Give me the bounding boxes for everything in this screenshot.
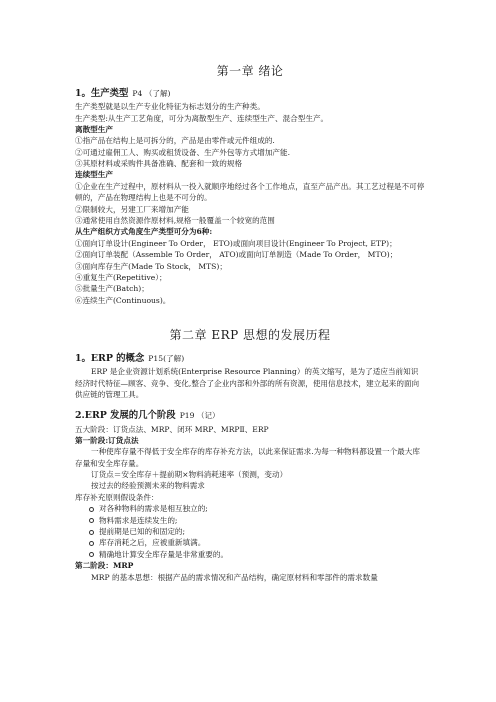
list-item: 库存消耗之后，应被重新填满。 bbox=[89, 537, 425, 548]
section-note: P15(了解) bbox=[148, 354, 185, 364]
section-title: ERP 发展的几个阶段 bbox=[84, 410, 176, 422]
paragraph: 一种使库存量不得低于安全库存的库存补充方法，以此来保证需求.为每一种物料都设置一个最大库存量和安全库存量。 bbox=[75, 447, 420, 468]
assumption-list bbox=[75, 503, 425, 560]
list-item: ②限制较大，另建工厂来增加产能 bbox=[75, 204, 189, 214]
list-item: ⑥连续生产(Continuous)。 bbox=[75, 295, 171, 305]
subheading-organization: 从生产组织方式角度生产类型可分为6种: bbox=[75, 227, 213, 237]
list-item: ①企业在生产过程中，原材料从一投入就顺序地经过各个工作地点，直至产品产出。其工艺过程是不可停顿的，产品在物理结构上也是不可分的。 bbox=[75, 181, 425, 203]
paragraph: 按过去的经验预测未来的物料需求 bbox=[91, 481, 205, 491]
list-item: 对各种物料的需求是相互独立的; bbox=[89, 503, 425, 514]
spacer bbox=[75, 400, 425, 409]
section-note: P4 （了解) bbox=[132, 89, 171, 98]
list-item: ③通常使用自然资源作原材料,规格一般覆盖一个较宽的范围 bbox=[75, 216, 275, 226]
section-note: P19 （记） bbox=[179, 411, 220, 421]
list-item: 精确地计算安全库存量是非常重要的。 bbox=[89, 549, 425, 560]
section-2-1-heading bbox=[75, 352, 425, 366]
paragraph: MRP 的基本思想：根据产品的需求情况和产品结构，确定原材料和零部件的需求数量 bbox=[91, 572, 378, 582]
chapter-2-title: 第二章 ERP 思想的发展历程 bbox=[169, 328, 331, 343]
subheading-continuous: 连续型生产 bbox=[75, 170, 113, 180]
section-title: ERP 的概念 bbox=[90, 353, 145, 365]
list-item: ①面向订单设计(Engineer To Order， ETO)或面向项目设计(Engineer To Project, ETP)； bbox=[75, 238, 397, 248]
paragraph: 五大阶段：订货点法、MRP、闭环 MRP、MRPⅡ、ERP bbox=[75, 424, 269, 434]
formula-line: 订货点＝安全库存＋提前期×物料消耗速率（预测，变动） bbox=[91, 470, 288, 480]
paragraph: 生产类型就是以生产专业化特征为标志划分的生产种类。 bbox=[75, 102, 265, 112]
subheading-stage-1: 第一阶段:订货点法 bbox=[75, 435, 139, 445]
subheading-discrete: 离散型生产 bbox=[75, 124, 113, 134]
section-number: 1。 bbox=[75, 88, 91, 99]
section-2-2-heading bbox=[75, 409, 425, 423]
subheading-stage-2: 第二阶段：MRP bbox=[75, 561, 134, 571]
section-title: 生产类型 bbox=[90, 88, 129, 99]
list-item: ①指产品在结构上是可拆分的，产品是由零件或元件组成的. bbox=[75, 136, 275, 146]
paragraph: 库存补充原则假设条件： bbox=[75, 492, 159, 502]
list-item: ③其原材料或采购件具备准确、配套和一致的规格 bbox=[75, 159, 243, 169]
section-1-1-heading bbox=[75, 87, 425, 101]
section-number: 2. bbox=[75, 410, 85, 422]
list-item: ②面向订单装配（Assemble To Order， ATO)或面向订单制造（Made To Order， MTO)； bbox=[75, 250, 398, 260]
document-body bbox=[75, 62, 425, 583]
paragraph: 生产类型:从生产工艺角度，可分为离散型生产、连续型生产、混合型生产。 bbox=[75, 113, 329, 123]
section-number: 1。 bbox=[75, 353, 91, 365]
paragraph-erp-definition: ERP 是企业资源计划系统(Enterprise Resource Planning）的英文缩写，是为了适应当前知识经济时代特征—顾客、竞争、变化,整合了企业内部和外部的所有资源，使用信息技术，建立起来的面向供应链的管理工具。 bbox=[75, 367, 420, 400]
list-item: ⑤批量生产(Batch)； bbox=[75, 284, 149, 294]
list-item: ④重复生产(Repetitive）； bbox=[75, 272, 167, 282]
list-item: ③面向库存生产(Made To Stock， MTS)； bbox=[75, 261, 227, 271]
chapter-1-title: 第一章 绪论 bbox=[216, 64, 284, 78]
list-item: 提前期是已知的和固定的; bbox=[89, 526, 425, 537]
list-item: 物料需求是连续发生的; bbox=[89, 515, 425, 526]
list-item: ②可通过雇佣工人、购买或租赁设备、生产外包等方式增加产能. bbox=[75, 147, 291, 157]
